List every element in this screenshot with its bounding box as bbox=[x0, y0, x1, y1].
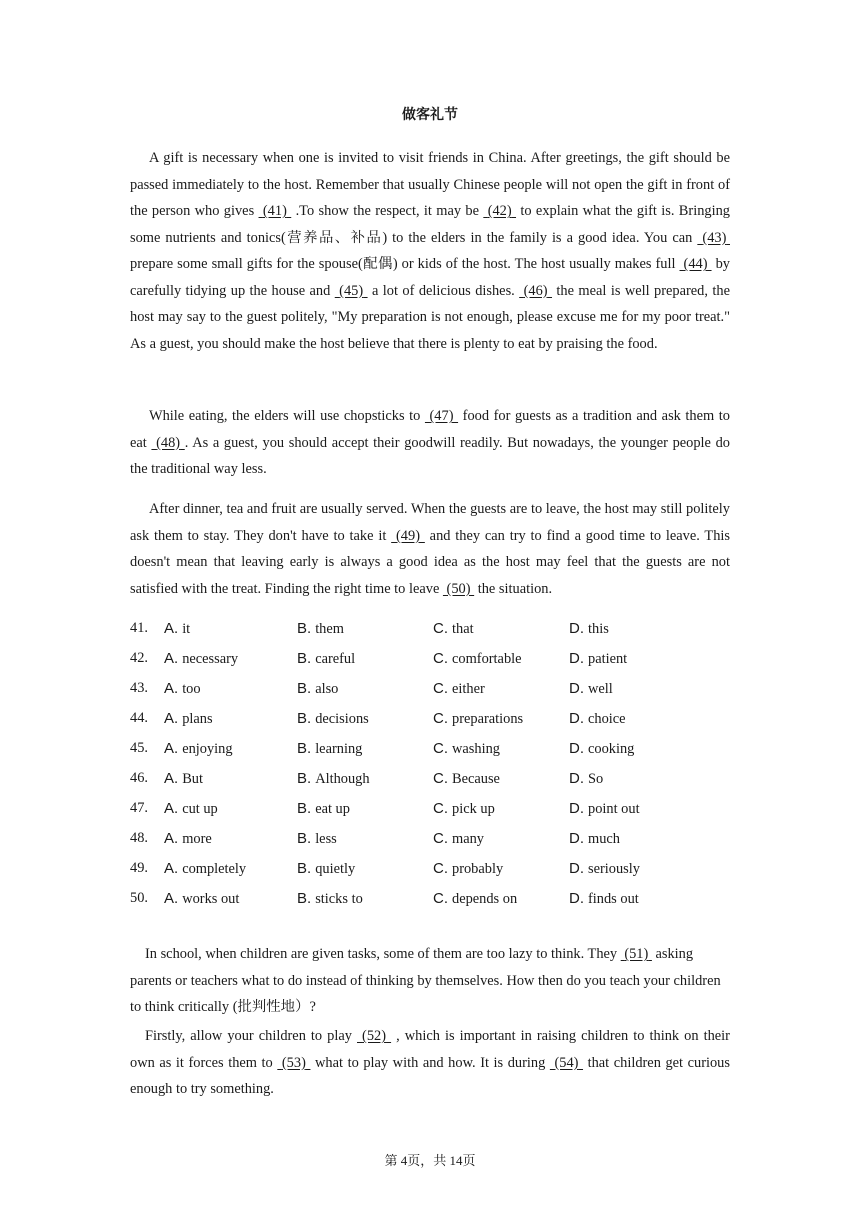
option-c[interactable]: C. either bbox=[433, 680, 485, 697]
blank-51[interactable]: (51) bbox=[624, 946, 649, 962]
blank-47[interactable]: (47) bbox=[429, 408, 454, 424]
option-c[interactable]: C. preparations bbox=[433, 710, 524, 727]
blank-53[interactable]: (53) bbox=[281, 1054, 306, 1071]
option-d[interactable]: D. patient bbox=[569, 650, 628, 667]
question-row bbox=[130, 710, 730, 734]
question-number: 45. bbox=[130, 740, 148, 756]
option-b[interactable]: B. also bbox=[297, 680, 339, 697]
question-row bbox=[130, 770, 730, 794]
question-number: 46. bbox=[130, 770, 148, 786]
question-number: 41. bbox=[130, 620, 148, 636]
option-d[interactable]: D. finds out bbox=[569, 890, 639, 907]
option-a[interactable]: A. But bbox=[164, 770, 203, 787]
option-c[interactable]: C. that bbox=[433, 620, 474, 637]
option-a[interactable]: A. works out bbox=[164, 890, 240, 907]
blank-48[interactable]: (48) bbox=[156, 434, 181, 451]
blank-45[interactable]: (45) bbox=[339, 282, 364, 299]
question-number: 50. bbox=[130, 890, 148, 906]
question-row bbox=[130, 620, 730, 644]
question-number: 42. bbox=[130, 650, 148, 666]
option-c[interactable]: C. comfortable bbox=[433, 650, 522, 667]
passage2-paragraph-1: In school, when children are given tasks, some of them are too lazy to think. They (51) asking parents or teachers what to do instead of thinking by themselves. How then do you teach your children to think critically (批判性地）? bbox=[130, 946, 721, 1015]
question-number: 44. bbox=[130, 710, 148, 726]
option-d[interactable]: D. well bbox=[569, 680, 613, 697]
passage1-paragraph-3: After dinner, tea and fruit are usually served. When the guests are to leave, the host may still politely ask them to stay. They don't have to take it (49) and they can try to find a good time to leave. This doesn't mean that leaving early is always a good idea as the host may feel that the guests are not satisfied with the treat. Finding the right time to leave (50) the situation. bbox=[130, 501, 730, 597]
question-row bbox=[130, 650, 730, 674]
question-row bbox=[130, 740, 730, 764]
passage1-paragraph-1: A gift is necessary when one is invited to visit friends in China. After greetings, the gift should be passed immediately to the host. Remember that usually Chinese people will not open the gift in front of the person who gives (41) .To show the respect, it may be (42) to explain what the gift is. Bringing some nutrients and tonics(营养品、补品) to the elders in the family is a good idea. You can (43) prepare some small gifts for the spouse(配偶) or kids of the host. The host usually makes full (44) by carefully tidying up the house and (45) a lot of delicious dishes. (46) the meal is well prepared, the host may say to the guest politely, "My preparation is not enough, please excuse me for my poor treat." As a guest, you should make the host believe that there is plenty to eat by praising the food. bbox=[130, 150, 730, 352]
option-d[interactable]: D. point out bbox=[569, 800, 640, 817]
option-c[interactable]: C. Because bbox=[433, 770, 500, 787]
option-b[interactable]: B. them bbox=[297, 620, 344, 637]
blank-43[interactable]: (43) bbox=[702, 229, 727, 246]
option-b[interactable]: B. Although bbox=[297, 770, 370, 787]
option-d[interactable]: D. much bbox=[569, 830, 620, 847]
page-title: 做客礼节 bbox=[402, 107, 458, 123]
question-number: 48. bbox=[130, 830, 148, 846]
question-row bbox=[130, 830, 730, 854]
option-b[interactable]: B. eat up bbox=[297, 800, 350, 817]
question-row bbox=[130, 890, 730, 914]
option-a[interactable]: A. completely bbox=[164, 860, 247, 877]
question-number: 43. bbox=[130, 680, 148, 696]
option-d[interactable]: D. cooking bbox=[569, 740, 635, 757]
blank-52[interactable]: (52) bbox=[362, 1028, 387, 1044]
option-b[interactable]: B. quietly bbox=[297, 860, 356, 877]
page-footer: 第 4页，共 14页 bbox=[384, 1153, 476, 1168]
option-d[interactable]: D. seriously bbox=[569, 860, 640, 877]
blank-46[interactable]: (46) bbox=[523, 282, 548, 299]
blank-54[interactable]: (54) bbox=[554, 1054, 579, 1071]
blank-41[interactable]: (41) bbox=[262, 203, 287, 219]
option-a[interactable]: A. more bbox=[164, 830, 212, 847]
option-c[interactable]: C. pick up bbox=[433, 800, 495, 817]
option-b[interactable]: B. less bbox=[297, 830, 337, 847]
option-b[interactable]: B. sticks to bbox=[297, 890, 363, 907]
option-d[interactable]: D. this bbox=[569, 620, 609, 637]
blank-49[interactable]: (49) bbox=[396, 527, 420, 544]
option-a[interactable]: A. it bbox=[164, 620, 191, 637]
question-number: 47. bbox=[130, 800, 148, 816]
blank-50[interactable]: (50) bbox=[446, 580, 471, 597]
blank-44[interactable]: (44) bbox=[683, 256, 708, 272]
question-number: 49. bbox=[130, 860, 148, 876]
option-b[interactable]: B. careful bbox=[297, 650, 356, 667]
option-d[interactable]: D. choice bbox=[569, 710, 626, 727]
option-c[interactable]: C. washing bbox=[433, 740, 500, 757]
question-row bbox=[130, 800, 730, 824]
option-a[interactable]: A. cut up bbox=[164, 800, 218, 817]
option-d[interactable]: D. So bbox=[569, 770, 604, 787]
option-c[interactable]: C. depends on bbox=[433, 890, 518, 907]
option-b[interactable]: B. learning bbox=[297, 740, 363, 757]
option-a[interactable]: A. plans bbox=[164, 710, 213, 727]
blank-42[interactable]: (42) bbox=[487, 203, 512, 219]
option-a[interactable]: A. enjoying bbox=[164, 740, 233, 757]
option-c[interactable]: C. many bbox=[433, 830, 484, 847]
option-a[interactable]: A. too bbox=[164, 680, 201, 697]
option-c[interactable]: C. probably bbox=[433, 860, 504, 877]
question-row bbox=[130, 680, 730, 704]
passage1-paragraph-2: While eating, the elders will use chopsticks to (47) food for guests as a tradition and ask them to eat (48) . As a guest, you should accept their goodwill readily. But nowadays, the younger people do the traditional way less. bbox=[130, 408, 730, 477]
option-b[interactable]: B. decisions bbox=[297, 710, 369, 727]
passage2-paragraph-2: Firstly, allow your children to play (52) , which is important in raising children to think on their own as it forces them to (53) what to play with and how. It is during (54) that children get curious enough to try something. bbox=[130, 1028, 730, 1097]
option-a[interactable]: A. necessary bbox=[164, 650, 239, 667]
question-row bbox=[130, 860, 730, 884]
